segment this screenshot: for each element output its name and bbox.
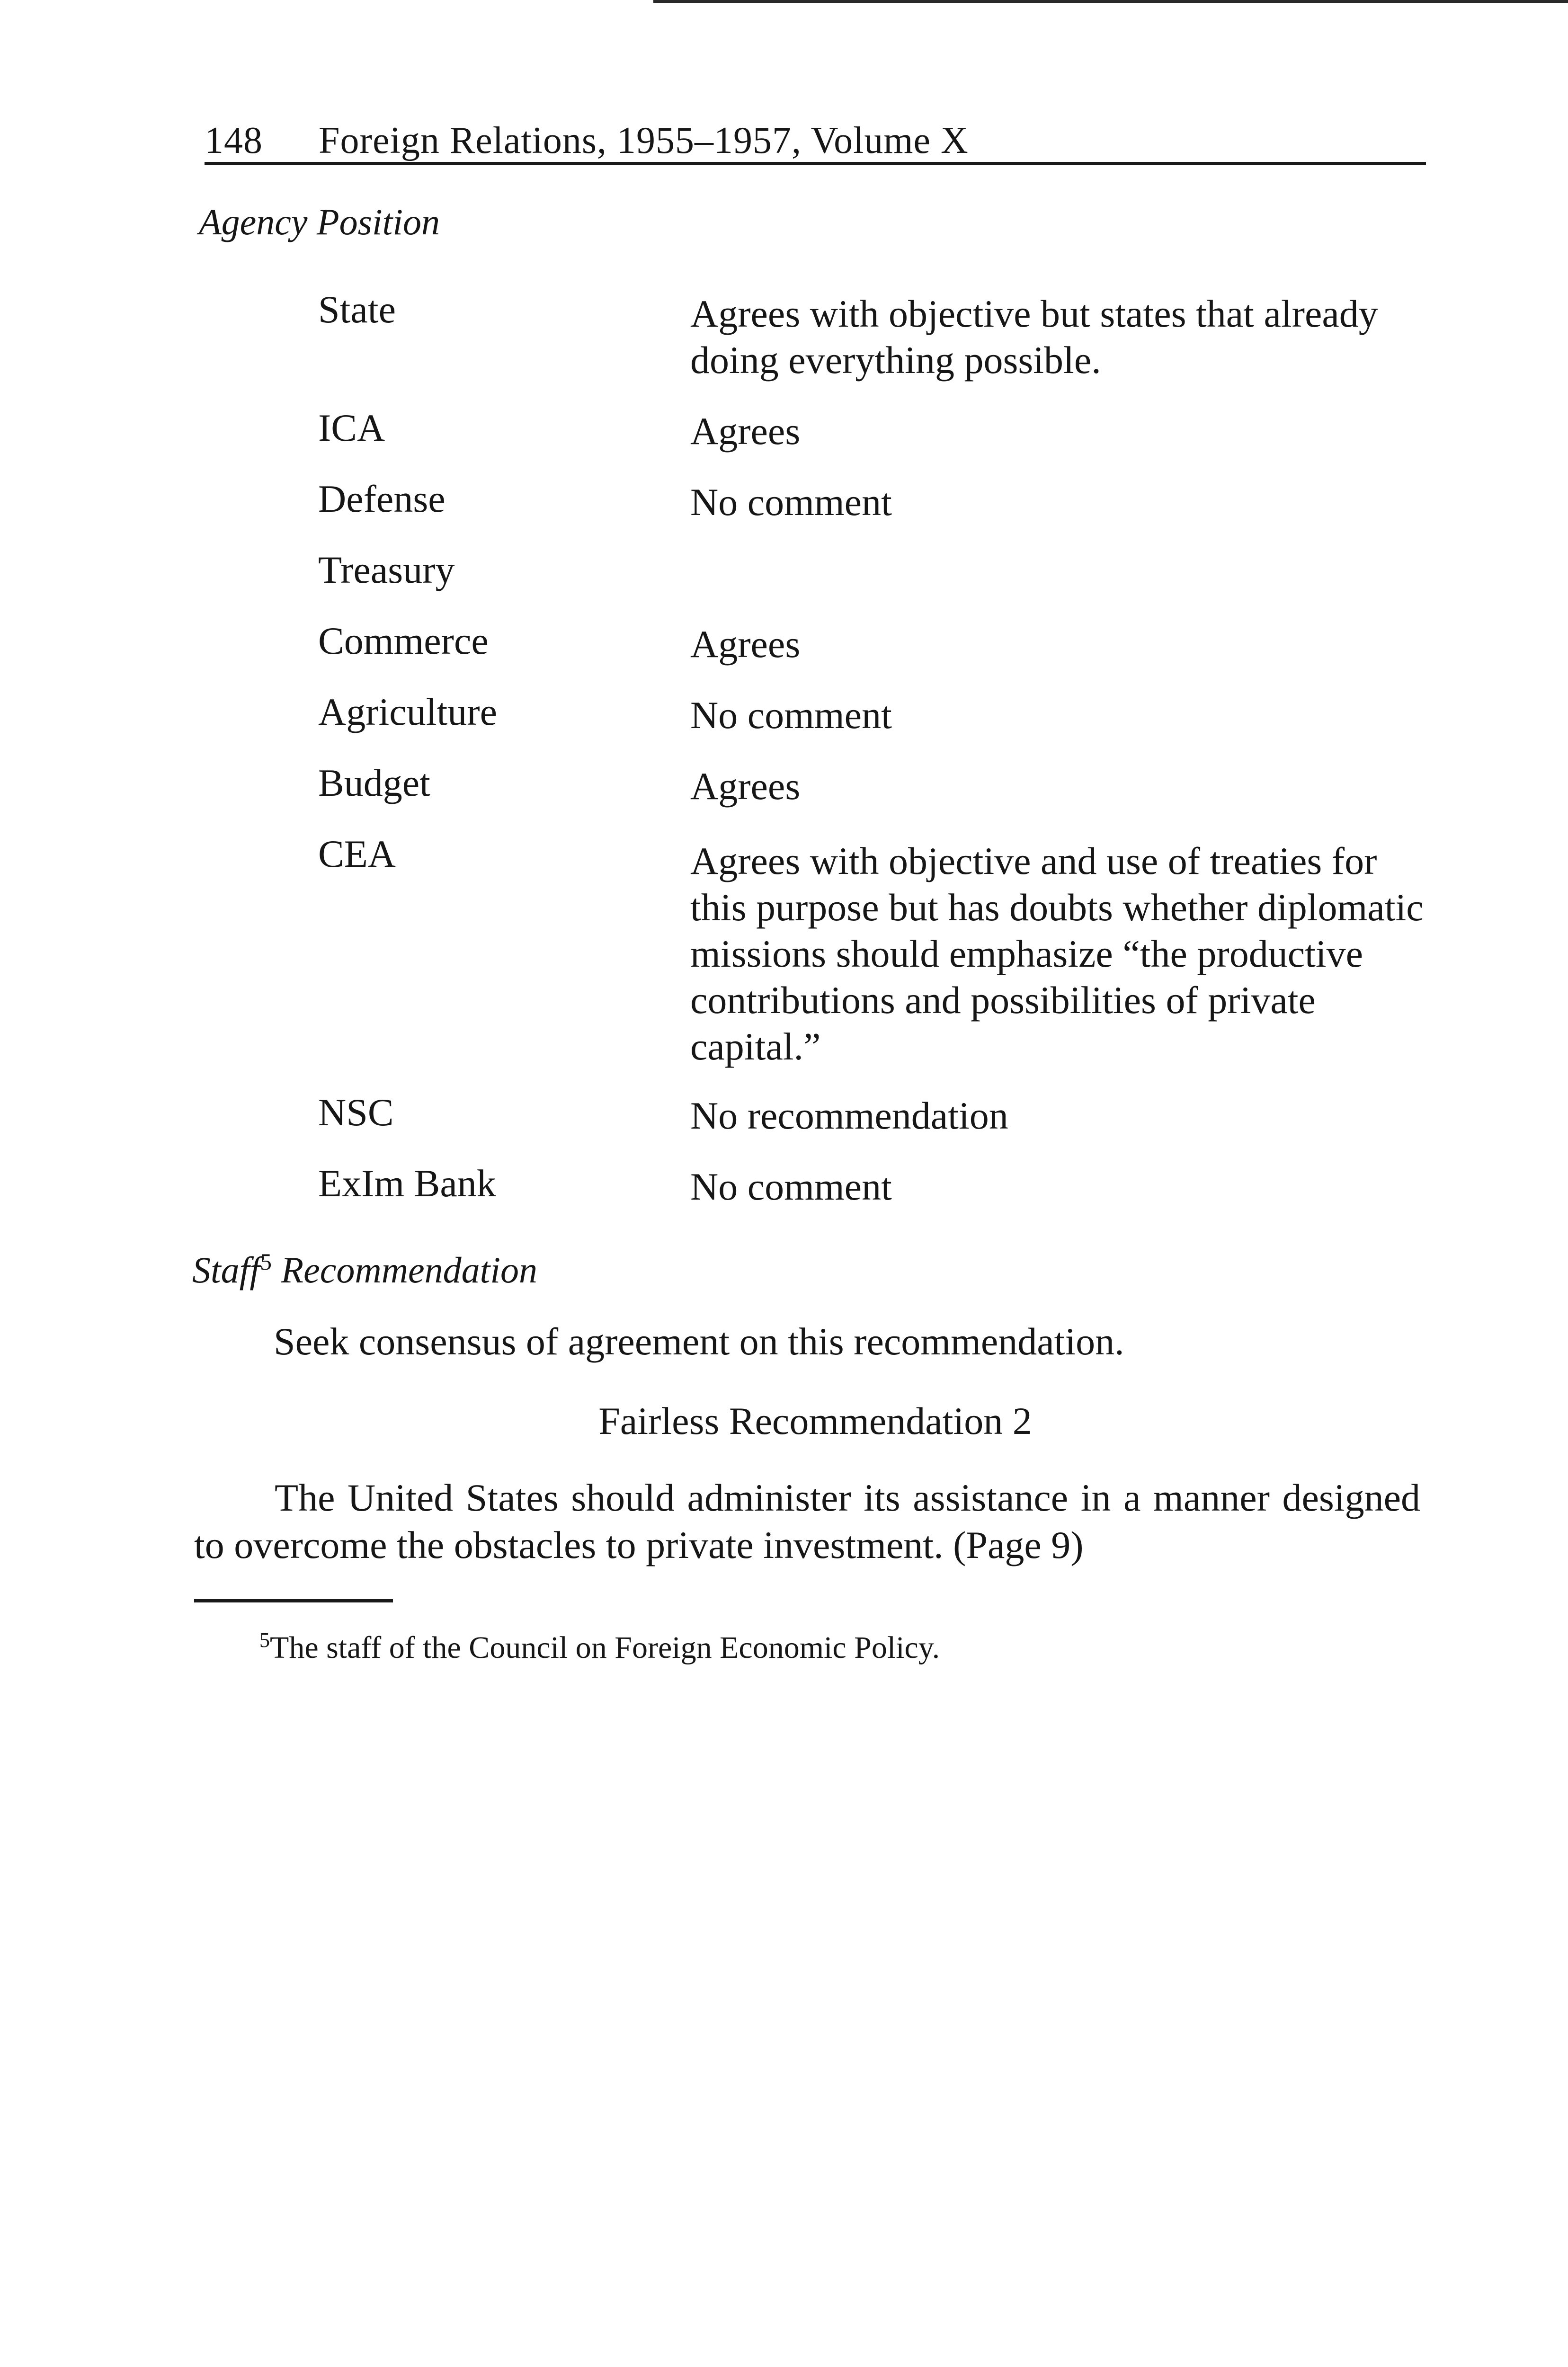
agency-label-agriculture: Agriculture	[318, 690, 497, 733]
agency-label-nsc: NSC	[318, 1091, 394, 1134]
running-head	[205, 113, 1426, 169]
agency-position-ica: Agrees	[690, 409, 801, 453]
footnote-rule	[194, 1599, 393, 1602]
agency-position-commerce: Agrees	[690, 623, 801, 666]
staff-heading-rest: Recommendation	[281, 1249, 538, 1290]
staff-heading-word: Staff	[192, 1249, 260, 1290]
agency-label-cea: CEA	[318, 832, 396, 875]
agency-label-ica: ICA	[318, 406, 385, 449]
footnote	[259, 1619, 940, 1669]
agency-position-exim-bank: No comment	[690, 1165, 892, 1208]
agency-position-heading: Agency Position	[199, 201, 440, 242]
footnote-text: The staff of the Council on Foreign Economic Policy.	[270, 1630, 940, 1665]
agency-position-state: Agrees with objective but states that already doing everything possible.	[690, 292, 1378, 382]
footnote-reference: 5	[260, 1248, 272, 1275]
volume-title: Foreign Relations, 1955–1957, Volume X	[319, 120, 969, 161]
agency-position-nsc: No recommendation	[690, 1094, 1008, 1137]
staff-recommendation-text: Seek consensus of agreement on this recommendation.	[274, 1320, 1124, 1363]
agency-position-cea: Agrees with objective and use of treaties for this purpose but has doubts whether diplomatic missions should emphasize “the productive contributions and possibilities of private capital.”	[690, 839, 1424, 1068]
agency-label-defense: Defense	[318, 477, 445, 520]
agency-label-budget: Budget	[318, 761, 430, 804]
page-number: 148	[205, 120, 263, 161]
agency-position-defense: No comment	[690, 481, 892, 524]
footnote-marker: 5	[259, 1628, 270, 1652]
agency-position-budget: Agrees	[690, 765, 801, 808]
running-head-rule	[205, 162, 1426, 165]
staff-recommendation-heading	[192, 1248, 537, 1291]
agency-label-state: State	[318, 288, 396, 331]
agency-label-treasury: Treasury	[318, 548, 455, 591]
agency-position-agriculture: No comment	[690, 694, 892, 737]
scan-edge-line	[653, 0, 1568, 3]
recommendation-title: Fairless Recommendation 2	[598, 1399, 1032, 1442]
recommendation-text: The United States should administer its assistance in a manner designed to overcome the obstacles to private investment. (Page 9)	[194, 1476, 1420, 1566]
agency-label-exim-bank: ExIm Bank	[318, 1162, 496, 1205]
agency-label-commerce: Commerce	[318, 619, 489, 662]
